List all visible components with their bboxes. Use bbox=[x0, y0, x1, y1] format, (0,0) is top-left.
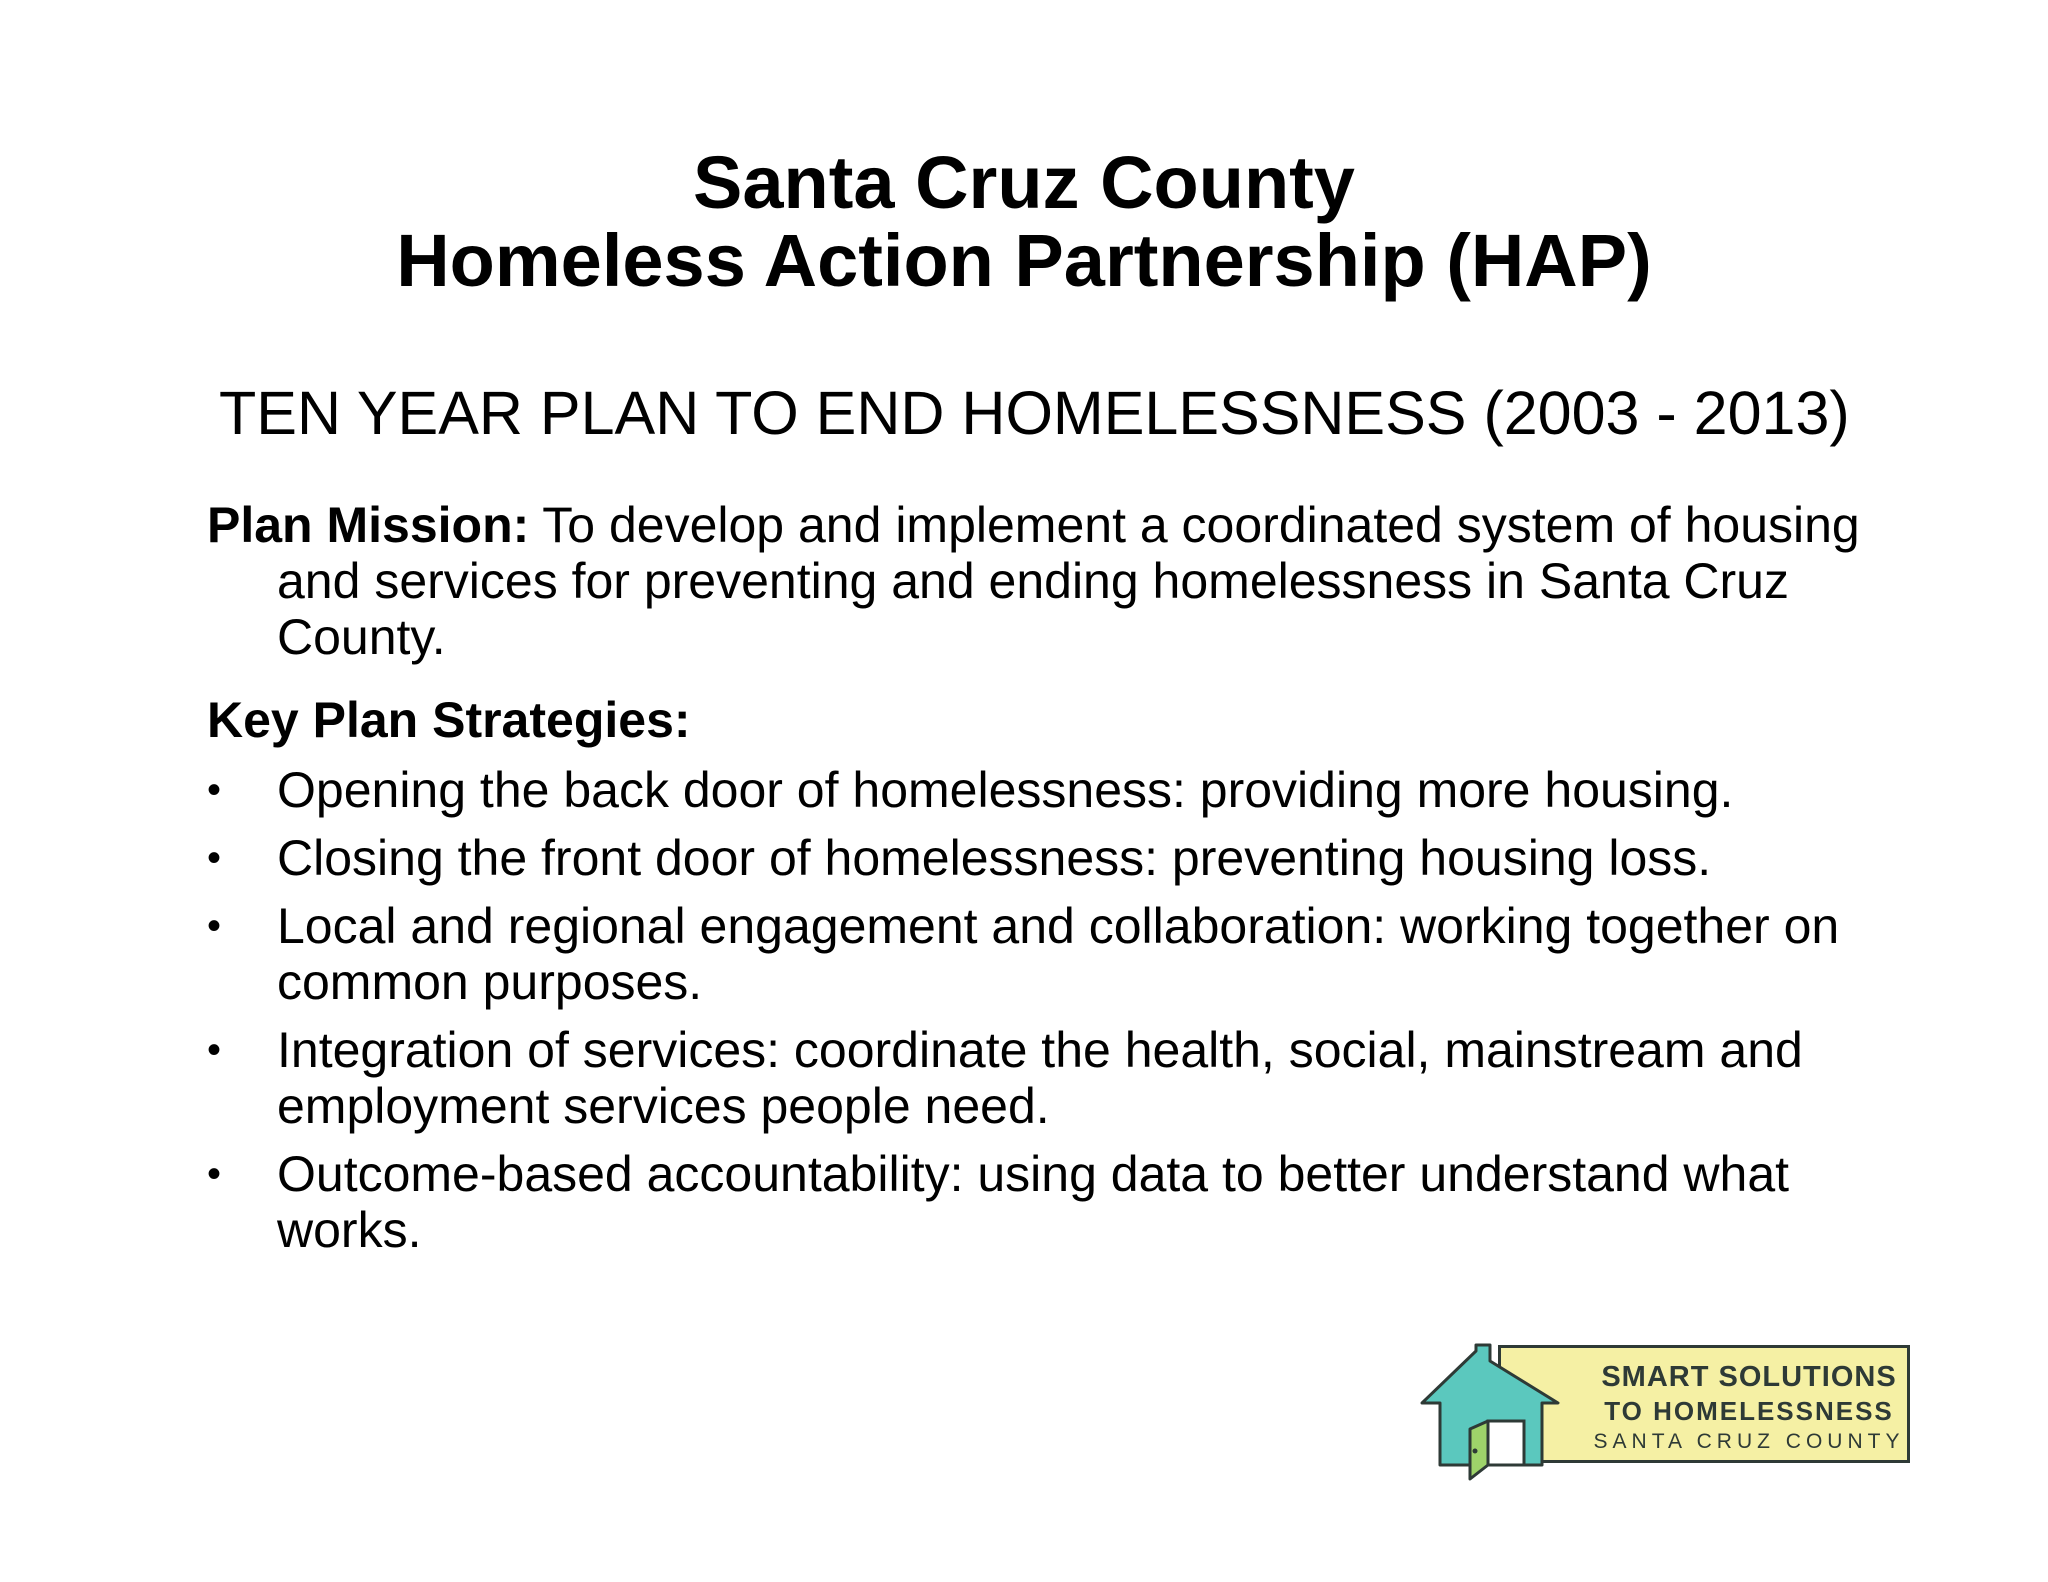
bullet-icon: • bbox=[207, 1152, 222, 1196]
strategy-text: Opening the back door of homelessness: providing more housing. bbox=[277, 762, 1734, 818]
plan-mission-label: Plan Mission: bbox=[207, 497, 530, 553]
logo-line-1: SMART SOLUTIONS bbox=[1601, 1361, 1897, 1393]
strategy-text: Integration of services: coordinate the health, social, mainstream and employment services people need. bbox=[277, 1022, 1803, 1134]
bullet-icon: • bbox=[207, 1028, 222, 1072]
list-item bbox=[207, 762, 1887, 818]
page-title-line-1: Santa Cruz County bbox=[693, 141, 1355, 224]
key-strategies-heading: Key Plan Strategies: bbox=[207, 692, 691, 748]
strategy-text: Closing the front door of homelessness: preventing housing loss. bbox=[277, 830, 1712, 886]
bullet-icon: • bbox=[207, 904, 222, 948]
page-title-line-2: Homeless Action Partnership (HAP) bbox=[396, 219, 1652, 302]
house-with-open-door-icon bbox=[1418, 1343, 1598, 1483]
strategy-text: Outcome-based accountability: using data to better understand what works. bbox=[277, 1146, 1790, 1258]
logo-line-3: SANTA CRUZ COUNTY bbox=[1593, 1430, 1905, 1453]
bullet-icon: • bbox=[207, 768, 222, 812]
smart-solutions-logo bbox=[1418, 1343, 1918, 1483]
bullet-icon: • bbox=[207, 836, 222, 880]
logo-line-2: TO HOMELESSNESS bbox=[1604, 1396, 1894, 1426]
list-item bbox=[207, 1022, 1887, 1134]
list-item bbox=[207, 898, 1887, 1010]
list-item bbox=[207, 830, 1887, 886]
list-item bbox=[207, 1146, 1887, 1258]
plan-subtitle: TEN YEAR PLAN TO END HOMELESSNESS (2003 - 2013) bbox=[219, 379, 1850, 447]
strategies-list bbox=[207, 762, 1887, 1270]
plan-mission bbox=[207, 497, 1937, 665]
plan-mission-text: To develop and implement a coordinated system of housing and services for preventing and ending homelessness in Santa Cruz County. bbox=[277, 497, 1860, 665]
strategy-text: Local and regional engagement and collaboration: working together on common purposes. bbox=[277, 898, 1840, 1010]
